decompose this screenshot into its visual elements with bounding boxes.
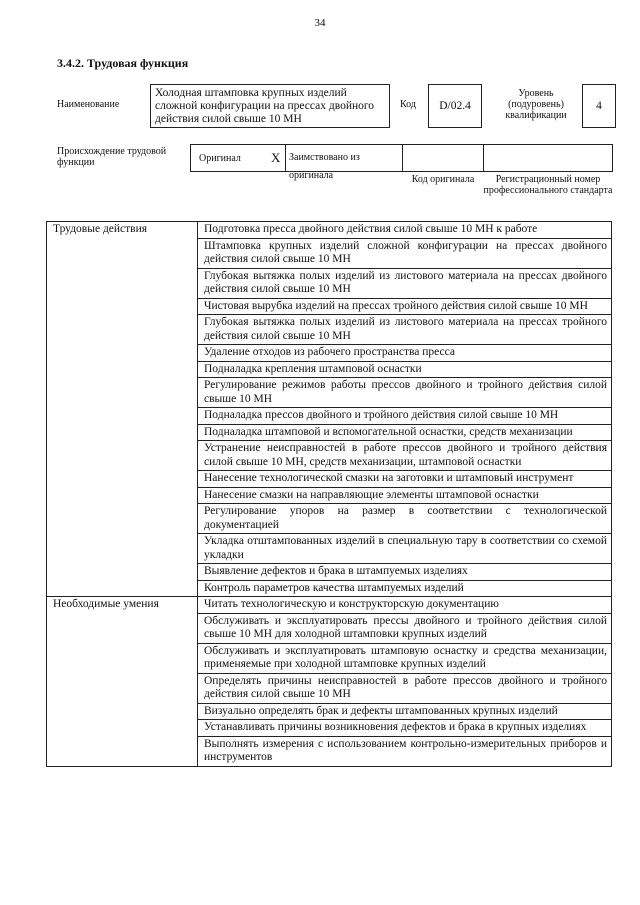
- section-category: Трудовые действия: [47, 222, 198, 597]
- list-item: Подналадка штамповой и вспомогательной оснастки, средств механизации: [198, 424, 612, 441]
- list-item: Подготовка пресса двойного действия силой свыше 10 МН к работе: [198, 222, 612, 239]
- list-item: Подналадка крепления штамповой оснастки: [198, 361, 612, 378]
- list-item: Нанесение смазки на направляющие элементы штамповой оснастки: [198, 487, 612, 504]
- list-item: Удаление отходов из рабочего пространства пресса: [198, 345, 612, 362]
- list-item: Читать технологическую и конструкторскую документацию: [198, 597, 612, 614]
- original-label: Оригинал: [199, 153, 241, 164]
- level-label: Уровень (подуровень) квалификации: [505, 88, 567, 121]
- list-item: Устранение неисправностей в работе прессов двойного и тройного действия силой свыше 10 МН, средств механизации, штамповой оснастки: [198, 441, 612, 471]
- list-item: Обслуживать и эксплуатировать прессы двойного и тройного действия силой свыше 10 МН для холодной штамповки крупных изделий: [198, 613, 612, 643]
- list-item: Штамповка крупных изделий сложной конфигурации на прессах двойного действия силой свыше 10 МН: [198, 238, 612, 268]
- list-item: Укладка отштампованных изделий в специальную тару в соответствии со схемой укладки: [198, 534, 612, 564]
- code-label: Код: [400, 99, 416, 110]
- list-item: Выявление дефектов и брака в штампуемых изделиях: [198, 564, 612, 581]
- original-mark: X: [271, 150, 281, 165]
- borrowed-label: Заимствовано из оригинала: [289, 152, 360, 181]
- table-row: [47, 597, 612, 614]
- table-row: [47, 222, 612, 239]
- name-label: Наименование: [57, 99, 120, 110]
- list-item: Визуально определять брак и дефекты штампованных крупных изделий: [198, 703, 612, 720]
- page-number: 34: [314, 17, 326, 29]
- function-name: Холодная штамповка крупных изделий сложной конфигурации на прессах двойного действия силой свыше 10 МН: [150, 84, 390, 128]
- code-caption: Код оригинала: [411, 174, 475, 185]
- list-item: Регулирование упоров на размер в соответствии с технологической документацией: [198, 504, 612, 534]
- code-value: D/02.4: [428, 84, 482, 128]
- origin-code-cell: [402, 144, 484, 172]
- list-item: Устанавливать причины возникновения дефектов и брака в крупных изделиях: [198, 720, 612, 737]
- reg-number-cell: [483, 144, 613, 172]
- list-item: Выполнять измерения с использованием контрольно-измерительных приборов и инструментов: [198, 736, 612, 766]
- list-item: Обслуживать и эксплуатировать штамповую оснастку и средства механизации, применяемые при холодной штамповке крупных изделий: [198, 643, 612, 673]
- list-item: Определять причины неисправностей в работе прессов двойного и тройного действия силой свыше 10 МН: [198, 673, 612, 703]
- section-title: 3.4.2. Трудовая функция: [57, 56, 189, 70]
- list-item: Глубокая вытяжка полых изделий из листового материала на прессах двойного действия силой свыше 10 МН: [198, 268, 612, 298]
- borrowed-cell: [285, 144, 403, 181]
- level-value: 4: [582, 84, 616, 128]
- list-item: Глубокая вытяжка полых изделий из листового материала на прессах тройного действия силой свыше 10 МН: [198, 315, 612, 345]
- list-item: Контроль параметров качества штампуемых изделий: [198, 580, 612, 597]
- list-item: Нанесение технологической смазки на заготовки и штамповый инструмент: [198, 471, 612, 488]
- section-category: Необходимые умения: [47, 597, 198, 767]
- origin-label: Происхождение трудовой функции: [57, 146, 167, 168]
- list-item: Регулирование режимов работы прессов двойного и тройного действия силой свыше 10 МН: [198, 378, 612, 408]
- reg-caption: Регистрационный номер профессионального стандарта: [483, 174, 613, 196]
- list-item: Подналадка прессов двойного и тройного действия силой свыше 10 МН: [198, 408, 612, 425]
- function-table: [46, 221, 612, 767]
- original-cell: [190, 144, 286, 172]
- list-item: Чистовая вырубка изделий на прессах тройного действия силой свыше 10 МН: [198, 298, 612, 315]
